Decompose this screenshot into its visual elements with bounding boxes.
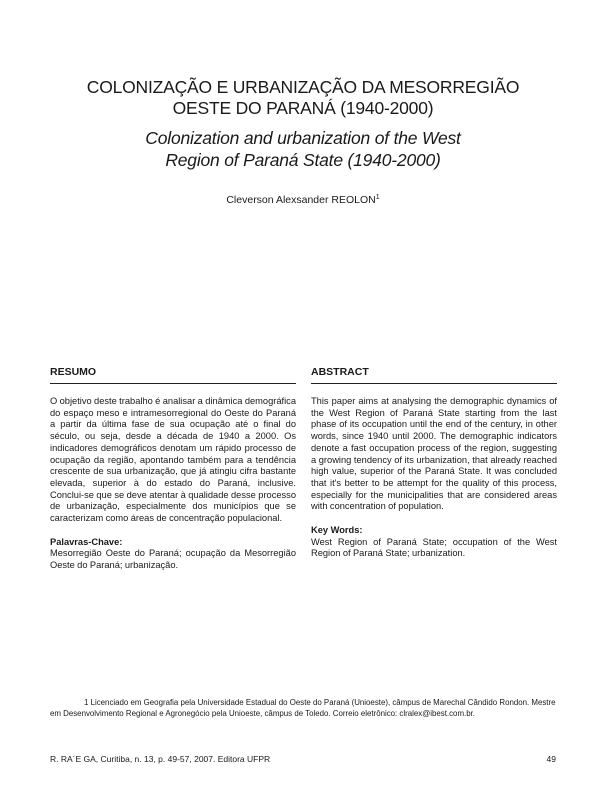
- title-en-line-1: Colonization and urbanization of the West: [145, 128, 461, 148]
- title-portuguese: [40, 77, 566, 119]
- abstract-section: [311, 366, 557, 560]
- title-en-line-2: Region of Paraná State (1940-2000): [165, 150, 441, 170]
- title-english: [40, 127, 566, 171]
- resumo-keywords: Mesorregião Oeste do Paraná; ocupação da Mesorregião Oeste do Paraná; urbanização.: [50, 548, 296, 571]
- page-number: 49: [546, 754, 556, 764]
- abstract-keywords: West Region of Paraná State; occupation of the West Region of Paraná State; urbanization.: [311, 536, 557, 559]
- author-footnote: 1 Licenciado em Geografia pela Universidade Estadual do Oeste do Paraná (Unioeste), câmpus de Marechal Cândido Rondon. Mestre em Desenvolvimento Regional e Agronegócio pela Unioeste, câmpus de Toledo. Correio eletrônico: clralex@ibest.com.br.: [50, 698, 556, 718]
- abstract-text: This paper aims at analysing the demographic dynamics of the West Region of Paraná State starting from the last phase of its occupation until the end of the century, in other words, since 1940 until 2000. The demographic indicators denote a fast occupation process of the region, suggesting a growing tendency of its urbanization, that already reached high value, superior of the Paraná State. It was concluded that it's better to be attempt for the quality of this process, especially for the municipalities that are considered areas with concentration of population.: [311, 396, 557, 512]
- author-line: [40, 194, 566, 206]
- resumo-section: [50, 366, 296, 572]
- resumo-keywords-heading: Palavras-Chave:: [50, 536, 123, 547]
- abstract-divider: [311, 383, 557, 384]
- journal-citation: R. RA´E GA, Curitiba, n. 13, p. 49-57, 2007. Editora UFPR: [50, 754, 271, 764]
- title-pt-line-2: OESTE DO PARANÁ (1940-2000): [172, 98, 434, 118]
- author-footnote-mark: 1: [375, 194, 380, 201]
- abstract-heading: ABSTRACT: [311, 366, 369, 378]
- resumo-divider: [50, 383, 296, 384]
- title-pt-line-1: COLONIZAÇÃO E URBANIZAÇÃO DA MESORREGIÃO: [86, 77, 520, 97]
- abstract-keywords-heading: Key Words:: [311, 525, 363, 536]
- author-name: Cleverson Alexsander REOLON: [226, 194, 376, 206]
- resumo-text: O objetivo deste trabalho é analisar a dinâmica demográfica do espaço meso e intramesorregional do Oeste do Paraná a partir da última fase de sua ocupação até o final do século, ou seja, desde a década de 1940 a 2000. Os indicadores demográficos denotam um rápido processo de ocupação da região, apontando também para a tendência crescente de sua urbanização, que já atingiu cifra bastante elevada, superior à do estado do Paraná, inclusive. Conclui-se que se deve atentar à qualidade desse processo de urbanização, especialmente dos municípios que se caracterizam como áreas de concentração populacional.: [50, 396, 296, 524]
- resumo-heading: RESUMO: [50, 366, 97, 378]
